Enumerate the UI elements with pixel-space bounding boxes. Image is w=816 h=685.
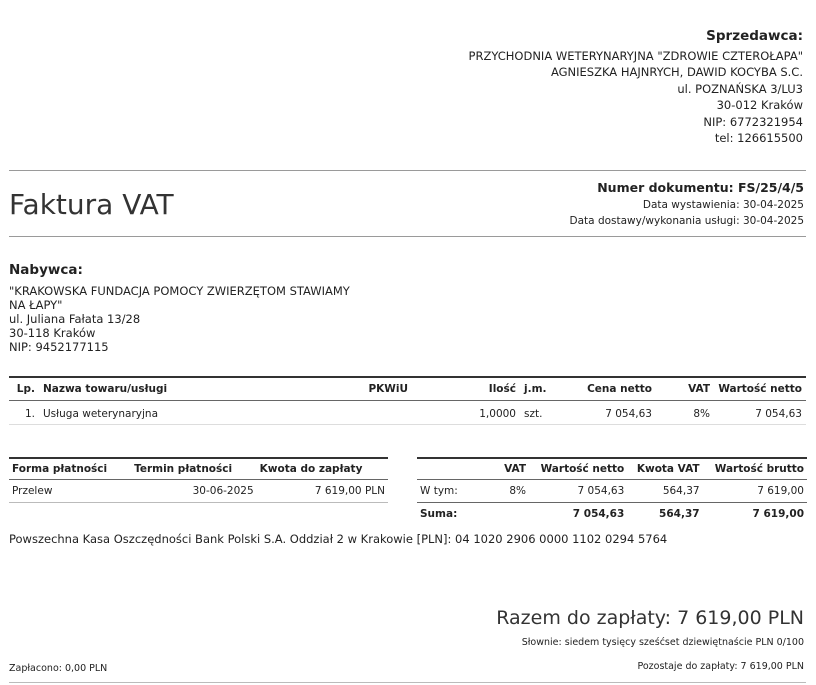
- document-info: [570, 180, 804, 229]
- vat-row-gross: 7 619,00: [757, 485, 804, 497]
- cell-qty: 1,0000: [479, 408, 516, 420]
- seller-heading: Sprzedawca:: [706, 28, 803, 44]
- col-vat-net: Wartość netto: [529, 458, 627, 480]
- vat-summary-table: [417, 457, 807, 525]
- seller-line: tel: 126615500: [714, 131, 803, 145]
- seller-line: PRZYCHODNIA WETERYNARYJNA "ZDROWIE CZTEROŁAPA": [468, 48, 803, 63]
- col-payment-amount: Kwota do zapłaty: [257, 458, 388, 480]
- divider: [9, 682, 806, 683]
- buyer-block: [9, 263, 350, 354]
- amount-in-words: Słownie: siedem tysięcy sześćset dziewiętnaście PLN 0/100: [521, 637, 804, 648]
- sum-gross: 7 619,00: [703, 503, 807, 526]
- cell-net: 7 054,63: [755, 408, 802, 420]
- payment-table: [9, 457, 388, 503]
- cell-lp: 1.: [24, 408, 35, 420]
- payment-form: Przelew: [9, 480, 131, 503]
- payment-amount: 7 619,00 PLN: [257, 480, 388, 503]
- divider: [9, 424, 806, 425]
- payment-term: 30-06-2025: [131, 480, 257, 503]
- buyer-line: "KRAKOWSKA FUNDACJA POMOCY ZWIERZĘTOM STAWIAMY: [9, 284, 350, 298]
- delivery-date: Data dostawy/wykonania usługi: 30-04-2025: [569, 215, 804, 227]
- buyer-heading: Nabywca:: [9, 262, 83, 278]
- sum-label: Suma:: [417, 503, 478, 526]
- divider: [9, 236, 806, 237]
- col-unit: j.m.: [520, 377, 558, 401]
- vat-row-rate: 8%: [509, 485, 526, 497]
- bank-account: Powszechna Kasa Oszczędności Bank Polski S.A. Oddział 2 w Krakowie [PLN]: 04 1020 2906 0000 1102 0294 5764: [9, 532, 668, 546]
- divider: [9, 170, 806, 171]
- sum-rate: [478, 503, 529, 526]
- buyer-line: 30-118 Kraków: [9, 326, 96, 340]
- vat-row-amount: 564,37: [662, 485, 700, 497]
- items-header-row: [9, 377, 806, 401]
- sum-net: 7 054,63: [529, 503, 627, 526]
- seller-line: AGNIESZKA HAJNRYCH, DAWID KOCYBA S.C.: [550, 65, 803, 79]
- total-due: Razem do zapłaty: 7 619,00 PLN: [496, 607, 804, 629]
- col-vat: VAT: [656, 377, 714, 401]
- issue-date: Data wystawienia: 30-04-2025: [642, 199, 804, 211]
- buyer-line: NA ŁAPY": [9, 298, 63, 312]
- vat-row-label: W tym:: [420, 485, 458, 497]
- cell-unit: szt.: [524, 408, 543, 420]
- remaining-amount: Pozostaje do zapłaty: 7 619,00 PLN: [637, 661, 804, 672]
- seller-line: ul. POZNAŃSKA 3/LU3: [677, 81, 803, 96]
- payment-header-row: [9, 458, 388, 480]
- invoice-title: Faktura VAT: [9, 188, 174, 221]
- seller-line: 30-012 Kraków: [716, 98, 803, 112]
- buyer-line: ul. Juliana Fałata 13/28: [9, 312, 141, 326]
- col-payment-term: Termin płatności: [131, 458, 257, 480]
- paid-amount: Zapłacono: 0,00 PLN: [9, 663, 108, 674]
- col-lp: Lp.: [9, 377, 39, 401]
- buyer-line: NIP: 9452177115: [9, 340, 109, 354]
- col-label: [417, 458, 478, 480]
- items-table: [9, 376, 806, 427]
- col-name: Nazwa towaru/usługi: [39, 377, 324, 401]
- col-pkwiu: PKWiU: [324, 377, 412, 401]
- table-row-sum: [417, 503, 807, 526]
- col-payment-form: Forma płatności: [9, 458, 131, 480]
- col-net: Wartość netto: [714, 377, 806, 401]
- col-vat-gross: Wartość brutto: [703, 458, 807, 480]
- table-row: [417, 480, 807, 503]
- col-qty: Ilość: [412, 377, 520, 401]
- sum-vat: 564,37: [627, 503, 702, 526]
- seller-block: [469, 28, 803, 147]
- cell-name: Usługa weterynaryjna: [43, 408, 159, 420]
- document-number: Numer dokumentu: FS/25/4/5: [597, 180, 804, 195]
- vat-header-row: [417, 458, 807, 480]
- col-vat-amount: Kwota VAT: [627, 458, 702, 480]
- cell-vat: 8%: [693, 408, 710, 420]
- table-row: [9, 480, 388, 503]
- vat-row-net: 7 054,63: [577, 485, 625, 497]
- seller-line: NIP: 6772321954: [703, 114, 803, 129]
- col-price: Cena netto: [558, 377, 656, 401]
- cell-price: 7 054,63: [605, 408, 652, 420]
- col-vat-rate: VAT: [478, 458, 529, 480]
